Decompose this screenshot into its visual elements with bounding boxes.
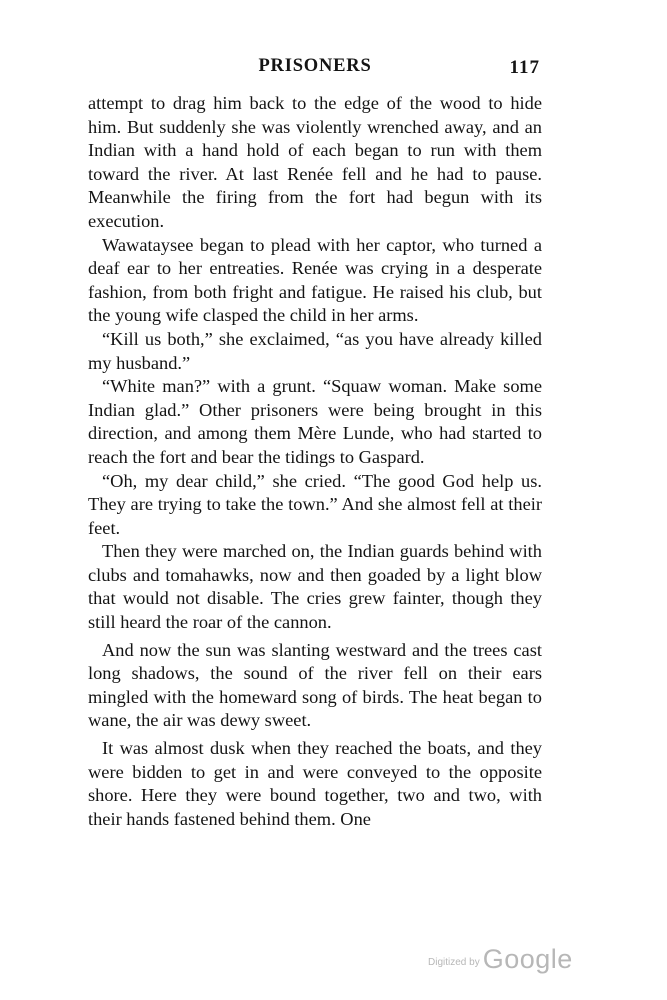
paragraph: And now the sun was slanting westward and the trees cast long shadows, the sound of the river fell on their ears mingled with the homeward song of birds. The heat began to wane, the air was dewy sweet. xyxy=(88,639,542,731)
body-text xyxy=(88,92,542,831)
digitized-watermark xyxy=(428,944,573,975)
running-title: PRISONERS xyxy=(258,56,372,76)
paragraph: “White man?” with a grunt. “Squaw woman. Make some Indian glad.” Other prisoners were being brought in this direction, and among them Mère Lunde, who had started to reach the fort and bear the tidings to Gaspard. xyxy=(88,376,542,467)
watermark-brand: Google xyxy=(482,944,573,974)
paragraph: “Kill us both,” she exclaimed, “as you have already killed my husband.” xyxy=(88,328,542,373)
paragraph: Then they were marched on, the Indian guards behind with clubs and tomahawks, now and then goaded by a light blow that would not disable. The cries grew fainter, though they still heard the roar of the cannon. xyxy=(88,541,542,633)
watermark-prefix: Digitized by xyxy=(428,957,480,968)
paragraph: “Oh, my dear child,” she cried. “The good God help us. They are trying to take the town.” And she almost fell at their feet. xyxy=(88,470,542,538)
page-number: 117 xyxy=(509,57,540,78)
paragraph: It was almost dusk when they reached the boats, and they were bidden to get in and were conveyed to the opposite shore. Here they were bound together, two and two, with their hands fastened behind them. One xyxy=(88,738,542,829)
paragraph: Wawataysee began to plead with her captor, who turned a deaf ear to her entreaties. Renée was crying in a desperate fashion, from both fright and fatigue. He raised his club, but the young wife clasped the child in her arms. xyxy=(88,234,542,326)
page-header xyxy=(88,56,542,82)
paragraph: attempt to drag him back to the edge of the wood to hide him. But suddenly she was violently wrenched away, and an Indian with a hand hold of each began to run with them toward the river. At last Renée fell and he had to pause. Meanwhile the firing from the fort had begun with its execution. xyxy=(88,93,542,231)
